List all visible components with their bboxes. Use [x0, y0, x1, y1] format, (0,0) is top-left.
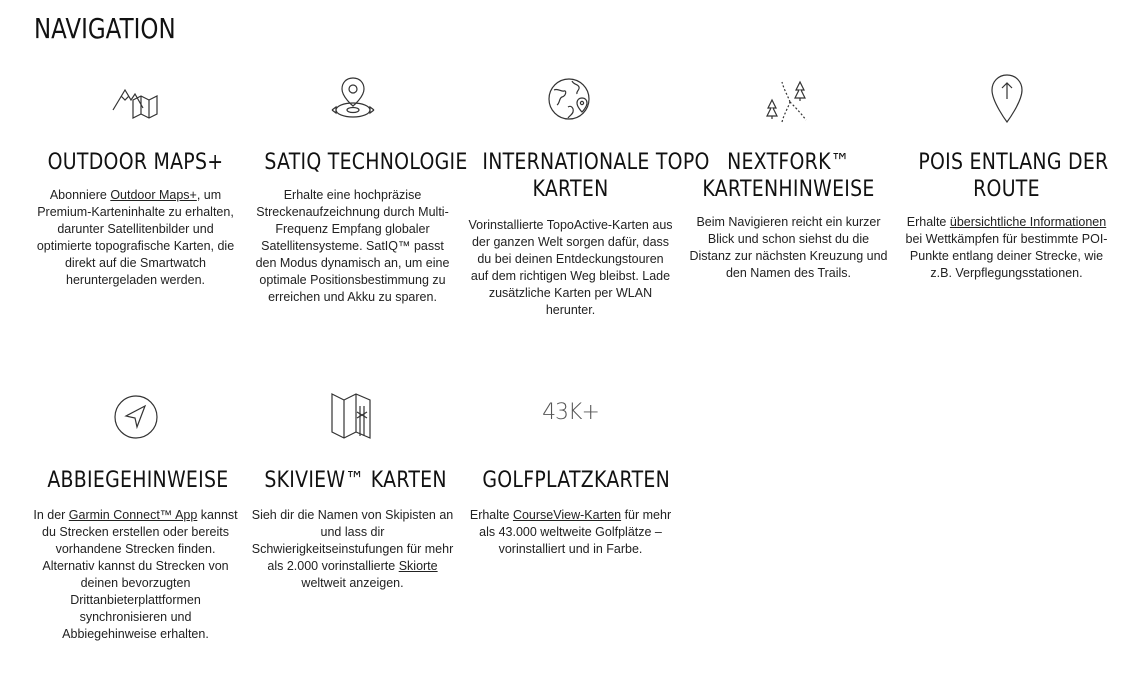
feature-nextfork: [686, 72, 891, 282]
feature-title-line: KARTENHINWEISE: [702, 177, 875, 202]
globe-pin-icon: [468, 72, 673, 132]
feature-title-line: POIS ENTLANG DER: [918, 150, 1109, 175]
pin-arrow-up-icon: [904, 72, 1109, 132]
feature-title-line: INTERNATIONALE TOPO: [482, 150, 710, 175]
golf-43k-icon: [468, 390, 673, 450]
feature-title: OUTDOOR MAPS+: [47, 150, 224, 175]
courseview-maps-link[interactable]: CourseView-Karten: [512, 508, 622, 522]
location-pin-arrows-icon: [250, 72, 455, 132]
page-title: NAVIGATION: [34, 12, 176, 45]
feature-title: ABBIEGEHINWEISE: [47, 468, 229, 493]
feature-turn-by-turn: [33, 390, 238, 643]
feature-skiview: [250, 390, 455, 592]
feature-title: GOLFPLATZKARTEN: [482, 468, 671, 493]
skiorte-link[interactable]: Skiorte: [398, 559, 438, 573]
feature-description: Sieh dir die Namen von Skipisten an und lass dir Schwierigkeitseinstufungen für mehr als 2.000 vorinstallierte Skiorte weltweit anzeigen.: [251, 508, 454, 590]
feature-topo-maps: [468, 72, 710, 319]
mountain-map-icon: [33, 72, 238, 132]
feature-title-line: KARTEN: [532, 177, 609, 202]
feature-title-line: ROUTE: [973, 177, 1040, 202]
feature-description: Erhalte übersichtliche Informationen bei Wettkämpfen für bestimmte POI-Punkte entlang deiner Strecke, wie z.B. Verpflegungsstationen.: [905, 215, 1108, 280]
feature-title: SKIVIEW™ KARTEN: [264, 468, 447, 493]
feature-title-line: NEXTFORK™: [727, 150, 850, 175]
feature-description: Abonniere Outdoor Maps+, um Premium-Karteninhalte zu erhalten, darunter Satellitenbilder und optimierte topografische Karten, die direkt auf die Smartwatch heruntergeladen werden.: [36, 188, 235, 287]
feature-satiq: [250, 72, 468, 306]
feature-description: Vorinstallierte TopoActive-Karten aus der ganzen Welt sorgen dafür, dass du bei deinen Entdeckungstouren auf dem richtigen Weg bleibst. Lade zusätzliche Karten per WLAN herunter.: [468, 218, 673, 317]
feature-pois-route: [904, 72, 1109, 282]
feature-description: Erhalte eine hochpräzise Streckenaufzeichnung durch Multi-Frequenz Empfang globaler Satellitensysteme. SatIQ™ passt den Modus dynamisch an, um eine optimale Positionsbestimmung zu erreichen und Akku zu sparen.: [255, 188, 450, 304]
feature-outdoor-maps: [33, 72, 238, 289]
golf-count-badge: 43K+: [542, 400, 599, 425]
feature-description: Erhalte CourseView-Karten für mehr als 43.000 weltweite Golfplätze – vorinstalliert und in Farbe.: [469, 508, 672, 556]
garmin-connect-app-link[interactable]: Garmin Connect™ App: [68, 508, 198, 522]
feature-golf-courses: [468, 390, 673, 558]
trail-fork-trees-icon: [686, 72, 891, 132]
feature-description: In der Garmin Connect™ App kannst du Strecken erstellen oder bereits vorhandene Strecken finden. Alternativ kannst du Strecken von deinen bevorzugten Drittanbieterplattformen synchronisieren und Abbiegehinweise erhalten.: [33, 508, 238, 641]
navigation-arrow-circle-icon: [33, 390, 238, 450]
outdoor-maps-link[interactable]: Outdoor Maps+: [110, 188, 197, 202]
feature-title: SATIQ TECHNOLOGIE: [264, 150, 468, 175]
ski-map-icon: [250, 390, 455, 450]
feature-description: Beim Navigieren reicht ein kurzer Blick und schon siehst du die Distanz zur nächsten Kreuzung und den Namen des Trails.: [689, 215, 888, 280]
overview-information-link[interactable]: übersichtliche Informationen: [949, 215, 1107, 229]
